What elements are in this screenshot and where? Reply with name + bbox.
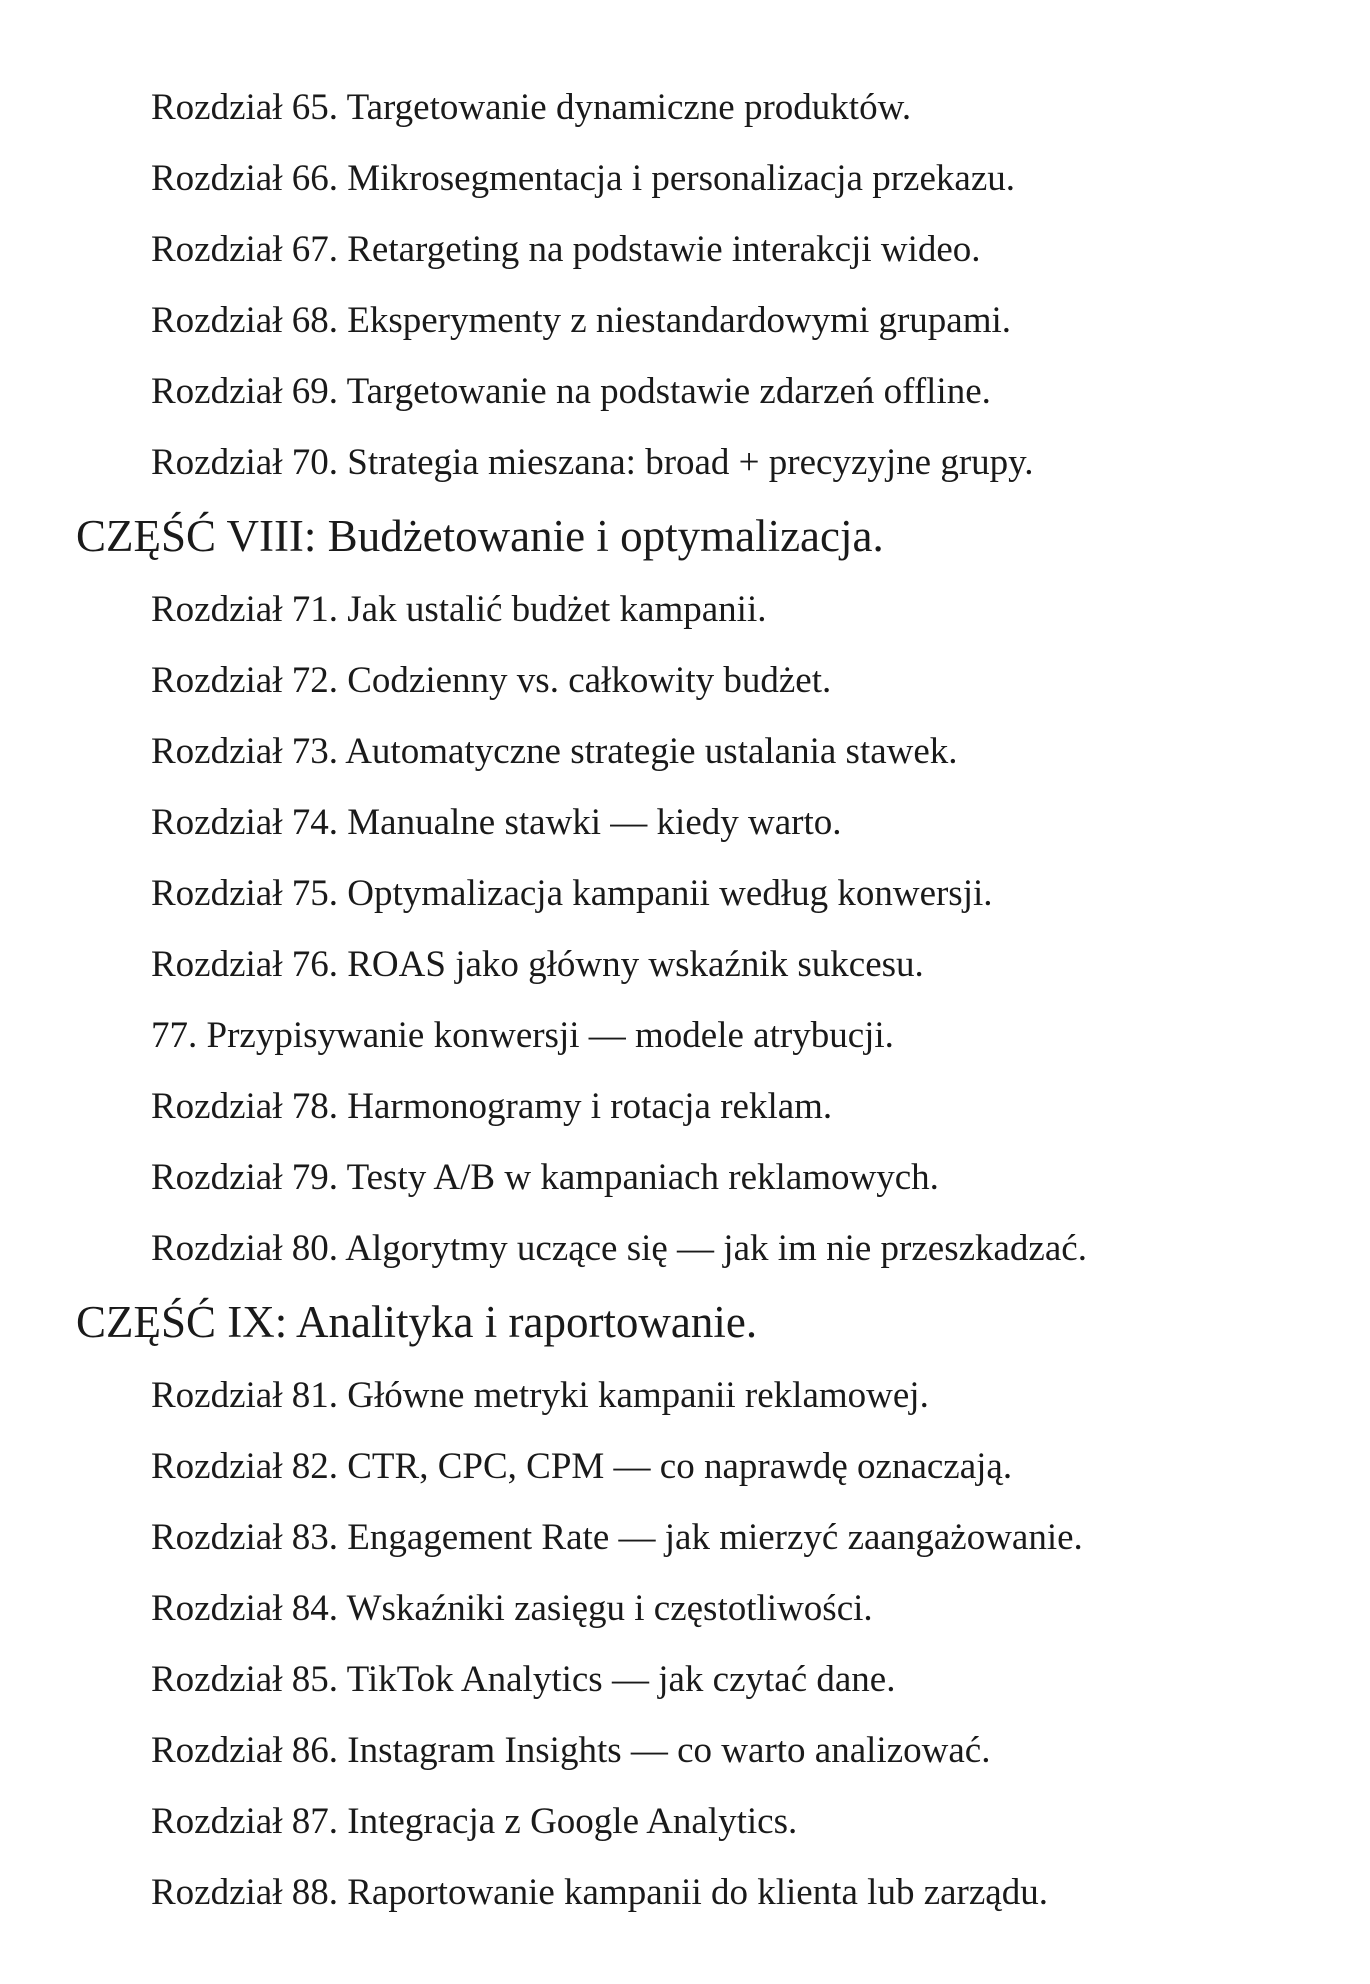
- chapter-76: Rozdział 76. ROAS jako główny wskaźnik sukcesu.: [151, 944, 924, 985]
- chapter-85: Rozdział 85. TikTok Analytics — jak czytać dane.: [151, 1659, 896, 1700]
- chapter-81: Rozdział 81. Główne metryki kampanii reklamowej.: [151, 1375, 929, 1416]
- chapter-71: Rozdział 71. Jak ustalić budżet kampanii.: [151, 589, 767, 630]
- chapter-65: Rozdział 65. Targetowanie dynamiczne produktów.: [151, 87, 912, 128]
- part-heading-ix: CZĘŚĆ IX: Analityka i raportowanie.: [76, 1297, 758, 1347]
- chapter-67: Rozdział 67. Retargeting na podstawie interakcji wideo.: [151, 229, 981, 270]
- chapter-73: Rozdział 73. Automatyczne strategie ustalania stawek.: [151, 731, 958, 772]
- chapter-80: Rozdział 80. Algorytmy uczące się — jak im nie przeszkadzać.: [151, 1228, 1087, 1269]
- table-of-contents: [0, 72, 1370, 1928]
- chapter-66: Rozdział 66. Mikrosegmentacja i personalizacja przekazu.: [151, 158, 1015, 199]
- chapter-70: Rozdział 70. Strategia mieszana: broad + precyzyjne grupy.: [151, 442, 1034, 483]
- chapter-84: Rozdział 84. Wskaźniki zasięgu i częstotliwości.: [151, 1588, 873, 1629]
- chapter-87: Rozdział 87. Integracja z Google Analytics.: [151, 1801, 798, 1842]
- chapter-82: Rozdział 82. CTR, CPC, CPM — co naprawdę oznaczają.: [151, 1446, 1013, 1487]
- chapter-78: Rozdział 78. Harmonogramy i rotacja reklam.: [151, 1086, 833, 1127]
- chapter-83: Rozdział 83. Engagement Rate — jak mierzyć zaangażowanie.: [151, 1517, 1083, 1558]
- chapter-74: Rozdział 74. Manualne stawki — kiedy warto.: [151, 802, 842, 843]
- chapter-88: Rozdział 88. Raportowanie kampanii do klienta lub zarządu.: [151, 1872, 1048, 1913]
- chapter-75: Rozdział 75. Optymalizacja kampanii według konwersji.: [151, 873, 993, 914]
- chapter-68: Rozdział 68. Eksperymenty z niestandardowymi grupami.: [151, 300, 1012, 341]
- chapter-86: Rozdział 86. Instagram Insights — co warto analizować.: [151, 1730, 991, 1771]
- chapter-77: 77. Przypisywanie konwersji — modele atrybucji.: [151, 1015, 894, 1056]
- part-heading-viii: CZĘŚĆ VIII: Budżetowanie i optymalizacja.: [76, 511, 884, 561]
- chapter-72: Rozdział 72. Codzienny vs. całkowity budżet.: [151, 660, 832, 701]
- chapter-79: Rozdział 79. Testy A/B w kampaniach reklamowych.: [151, 1157, 939, 1198]
- chapter-69: Rozdział 69. Targetowanie na podstawie zdarzeń offline.: [151, 371, 991, 412]
